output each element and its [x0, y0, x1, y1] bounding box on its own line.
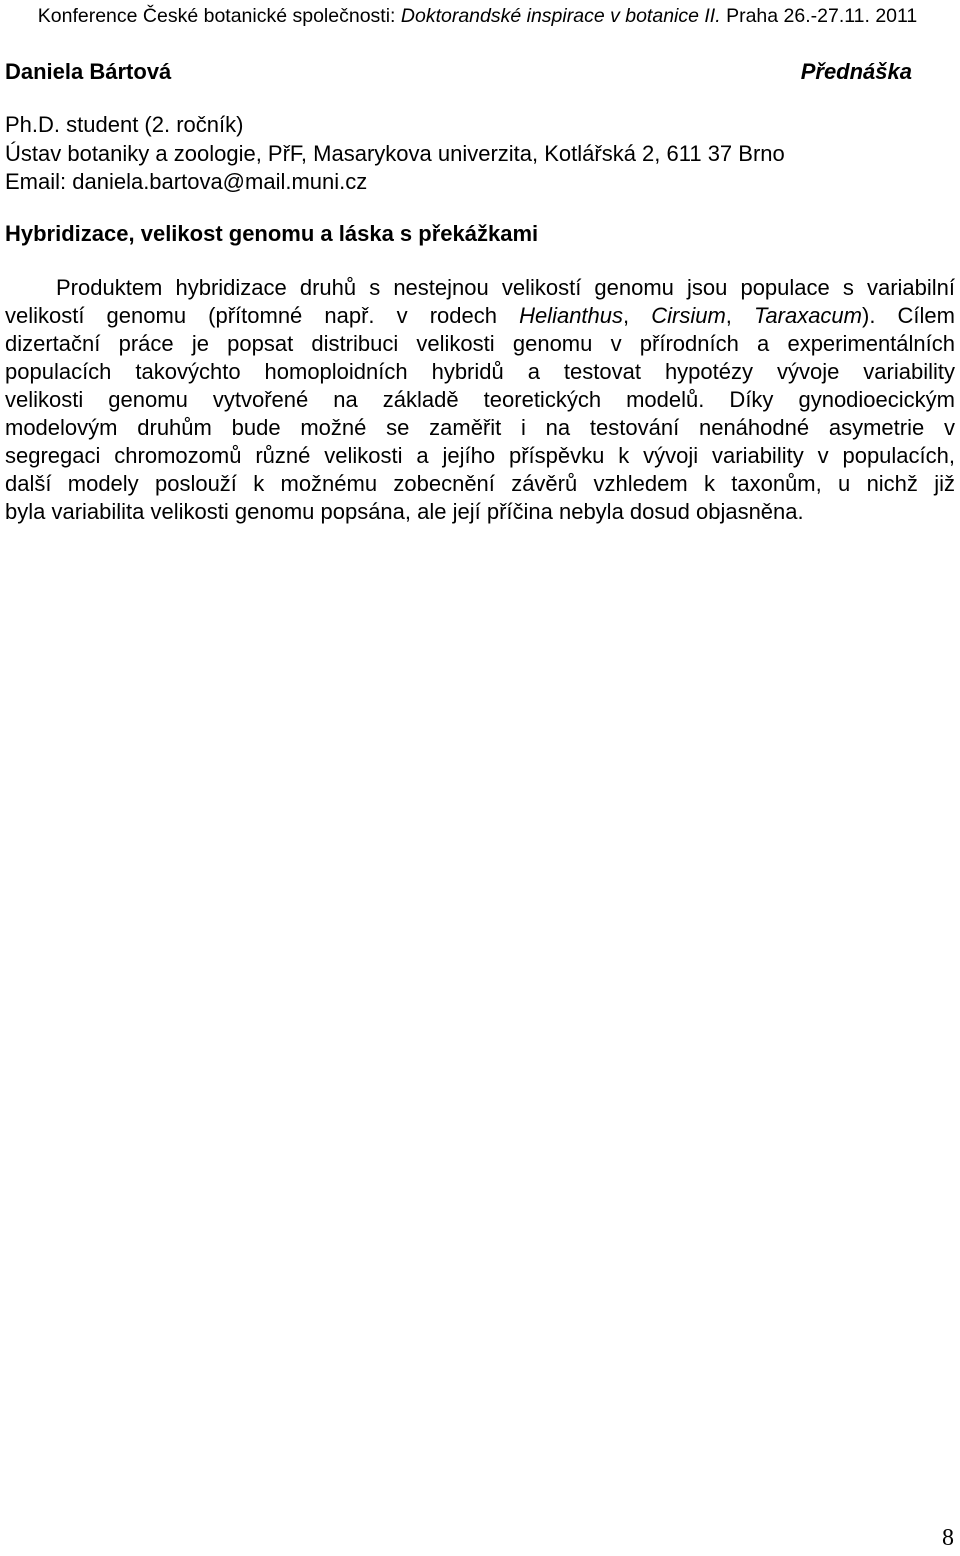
header-prefix: Konference České botanické společnosti:	[37, 5, 401, 27]
abstract-line: byla variabilita velikosti genomu popsána, ale její příčina nebyla dosud objasněna.	[5, 499, 804, 524]
abstract-title: Hybridizace, velikost genomu a láska s překážkami	[5, 221, 539, 246]
abstract-line	[5, 302, 955, 330]
abstract-line: segregaci chromozomů různé velikosti a jejího příspěvku k vývoji variability v populacích,	[5, 443, 955, 468]
abstract-separator: ,	[623, 303, 652, 328]
genus-name: Taraxacum	[753, 303, 862, 328]
institute-address: Ústav botaniky a zoologie, PřF, Masarykova univerzita, Kotlářská 2, 611 37 Brno	[5, 140, 785, 166]
abstract-line: populacích takovýchto homoploidních hybridů a testovat hypotézy vývoje variability	[5, 359, 955, 384]
author-name: Daniela Bártová	[5, 59, 172, 84]
header-event: Doktorandské inspirace v botanice II.	[400, 5, 721, 27]
abstract-text: ). Cílem	[862, 303, 955, 328]
abstract-line: Produktem hybridizace druhů s nestejnou velikostí genomu jsou populace s variabilní	[56, 275, 955, 300]
abstract-line: modelovým druhům bude možné se zaměřit i na testování nenáhodné asymetrie v	[5, 415, 955, 440]
talk-type: Přednáška	[800, 59, 912, 84]
running-header	[0, 4, 955, 28]
header-suffix: Praha 26.-27.11. 2011	[720, 5, 918, 27]
abstract-separator: ,	[725, 303, 754, 328]
abstract-text: velikostí genomu (přítomné např. v rodech	[5, 303, 520, 328]
genus-name: Cirsium	[651, 303, 726, 328]
abstract-line: dizertační práce je popsat distribuci velikosti genomu v přírodních a experimentálních	[5, 331, 955, 356]
abstract-line: další modely poslouží k možnému zobecnění závěrů vzhledem k taxonům, u nichž již	[5, 471, 955, 496]
abstract-line: velikosti genomu vytvořené na základě teoretických modelů. Díky gynodioecickým	[5, 387, 955, 412]
email-line: Email: daniela.bartova@mail.muni.cz	[5, 169, 368, 194]
abstract-body	[5, 274, 955, 526]
genus-name: Helianthus	[519, 303, 624, 328]
student-status: Ph.D. student (2. ročník)	[5, 112, 244, 137]
page-number: 8	[942, 1525, 954, 1551]
affiliation-block	[5, 111, 785, 197]
